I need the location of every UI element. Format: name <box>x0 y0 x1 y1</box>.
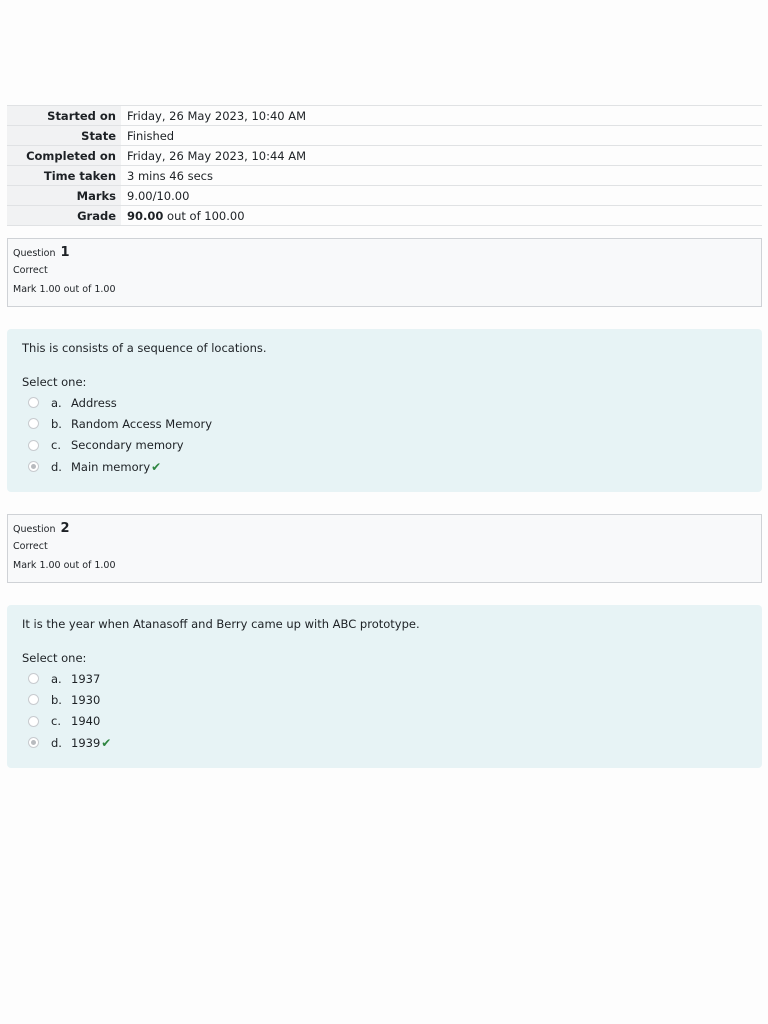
question-state: Correct <box>13 265 48 276</box>
question-mark: Mark 1.00 out of 1.00 <box>13 284 116 295</box>
summary-value: 9.00/10.00 <box>121 186 762 206</box>
question-info-1 <box>7 238 762 307</box>
answer-letter: d. <box>51 459 62 474</box>
correct-check-icon: ✔ <box>151 459 162 474</box>
radio-button-selected <box>28 737 39 748</box>
answer-letter: a. <box>51 671 62 686</box>
answer-option-a <box>22 668 747 689</box>
summary-value: 3 mins 46 secs <box>121 166 762 186</box>
question-label: Question <box>13 248 56 259</box>
question-state: Correct <box>13 541 48 552</box>
question-content-1 <box>7 329 762 492</box>
summary-label: Grade <box>7 206 121 226</box>
radio-button <box>28 440 39 451</box>
summary-value: Finished <box>121 126 762 146</box>
answer-option-a <box>22 392 747 413</box>
summary-label: Time taken <box>7 166 121 186</box>
correct-check-icon: ✔ <box>101 735 112 750</box>
answer-letter: b. <box>51 416 62 431</box>
answer-letter: b. <box>51 692 62 707</box>
answer-option-b <box>22 413 747 434</box>
summary-value: Friday, 26 May 2023, 10:40 AM <box>121 106 762 126</box>
answer-letter: a. <box>51 395 62 410</box>
answer-letter: c. <box>51 438 61 453</box>
question-text: This is consists of a sequence of locations. <box>22 341 267 355</box>
grade-out-of: out of 100.00 <box>167 208 245 223</box>
answer-option-c <box>22 435 747 456</box>
answer-text: Address <box>71 395 117 410</box>
quiz-summary-table <box>7 105 762 226</box>
question-number-line <box>13 245 756 262</box>
summary-label: Started on <box>7 106 121 126</box>
answer-option-d <box>22 456 747 477</box>
answer-text: 1940 <box>71 714 101 729</box>
summary-value <box>121 206 762 226</box>
question-text: It is the year when Atanasoff and Berry came up with ABC prototype. <box>22 617 420 631</box>
answer-option-d <box>22 732 747 753</box>
summary-value: Friday, 26 May 2023, 10:44 AM <box>121 146 762 166</box>
answer-text: Secondary memory <box>71 438 184 453</box>
answer-text: Random Access Memory <box>71 416 213 431</box>
radio-button <box>28 397 39 408</box>
summary-label: Completed on <box>7 146 121 166</box>
radio-button <box>28 694 39 705</box>
summary-row-state <box>7 126 762 146</box>
question-number: 1 <box>60 245 70 260</box>
question-number: 2 <box>60 521 70 536</box>
question-label: Question <box>13 524 56 535</box>
summary-row-marks <box>7 186 762 206</box>
answer-list <box>22 392 747 477</box>
answer-text: 1937 <box>71 671 101 686</box>
answer-letter: d. <box>51 735 62 750</box>
question-mark: Mark 1.00 out of 1.00 <box>13 560 116 571</box>
answer-list <box>22 668 747 753</box>
answer-text: 1939 <box>71 735 101 750</box>
summary-row-grade <box>7 206 762 226</box>
select-one-prompt: Select one: <box>22 375 87 389</box>
select-one-prompt: Select one: <box>22 651 87 665</box>
question-content-2 <box>7 605 762 768</box>
grade-score: 90.00 <box>127 208 164 223</box>
question-number-line <box>13 521 756 538</box>
summary-row-completed <box>7 146 762 166</box>
radio-button <box>28 673 39 684</box>
summary-row-time-taken <box>7 166 762 186</box>
radio-button <box>28 716 39 727</box>
answer-option-c <box>22 711 747 732</box>
summary-label: State <box>7 126 121 146</box>
radio-button <box>28 418 39 429</box>
answer-text: 1930 <box>71 692 101 707</box>
answer-text: Main memory <box>71 459 151 474</box>
summary-row-started <box>7 106 762 126</box>
question-info-2 <box>7 514 762 583</box>
answer-letter: c. <box>51 714 61 729</box>
answer-option-b <box>22 689 747 710</box>
summary-label: Marks <box>7 186 121 206</box>
radio-button-selected <box>28 461 39 472</box>
